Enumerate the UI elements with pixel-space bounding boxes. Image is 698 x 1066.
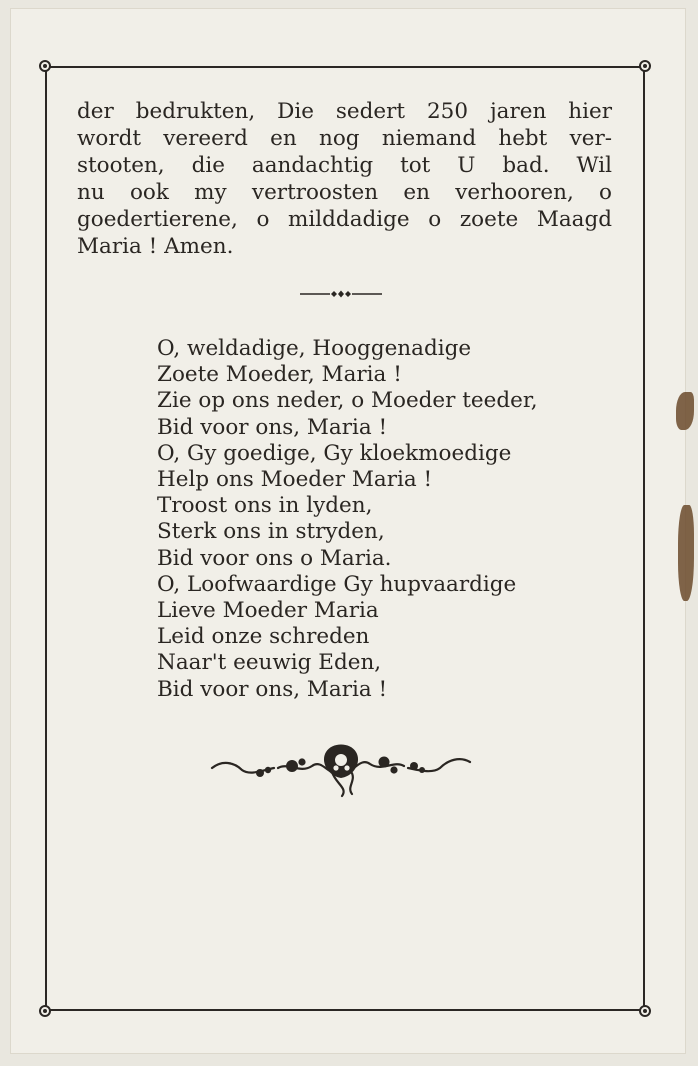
corner-ring-icon	[639, 60, 651, 72]
prayer-poem	[157, 336, 597, 703]
prose-line: stooten, die aandachtig tot U bad. Wil	[77, 153, 612, 178]
poem-line: Help ons Moeder Maria !	[157, 467, 433, 493]
poem-line: Zoete Moeder, Maria !	[157, 362, 402, 388]
prose-line: der bedrukten, Die sedert 250 jaren hier	[77, 99, 612, 124]
corner-ring-icon	[639, 1005, 651, 1017]
poem-line: Sterk ons in stryden,	[157, 519, 385, 545]
poem-line: Leid onze schreden	[157, 624, 370, 650]
poem-line: O, weldadige, Hooggenadige	[157, 336, 472, 361]
diamond-rule-divider-icon	[300, 286, 382, 302]
paper-stain	[678, 505, 694, 601]
prose-line: wordt vereerd en nog niemand hebt ver-	[77, 126, 612, 151]
corner-ring-icon	[39, 1005, 51, 1017]
corner-ring-icon	[39, 60, 51, 72]
poem-line: O, Gy goedige, Gy kloekmoedige	[157, 440, 512, 466]
prose-line: goedertierene, o milddadige o zoete Maagd	[77, 207, 612, 232]
poem-line: Bid voor ons, Maria !	[157, 676, 388, 702]
floral-scroll-ornament-icon	[208, 740, 474, 798]
poem-line: Naar't eeuwig Eden,	[157, 650, 382, 676]
paper-stain	[676, 392, 694, 430]
poem-line: Bid voor ons o Maria.	[157, 545, 392, 571]
prose-line: nu ook my vertroosten en verhooren, o	[77, 180, 612, 205]
poem-line: Zie op ons neder, o Moeder teeder,	[157, 388, 538, 414]
prayer-prose	[77, 98, 612, 260]
poem-line: O, Loofwaardige Gy hupvaardige	[157, 571, 517, 597]
poem-line: Bid voor ons, Maria !	[157, 414, 388, 440]
poem-line: Troost ons in lyden,	[157, 493, 373, 519]
poem-line: Lieve Moeder Maria	[157, 598, 379, 624]
prose-line: Maria ! Amen.	[77, 234, 234, 259]
